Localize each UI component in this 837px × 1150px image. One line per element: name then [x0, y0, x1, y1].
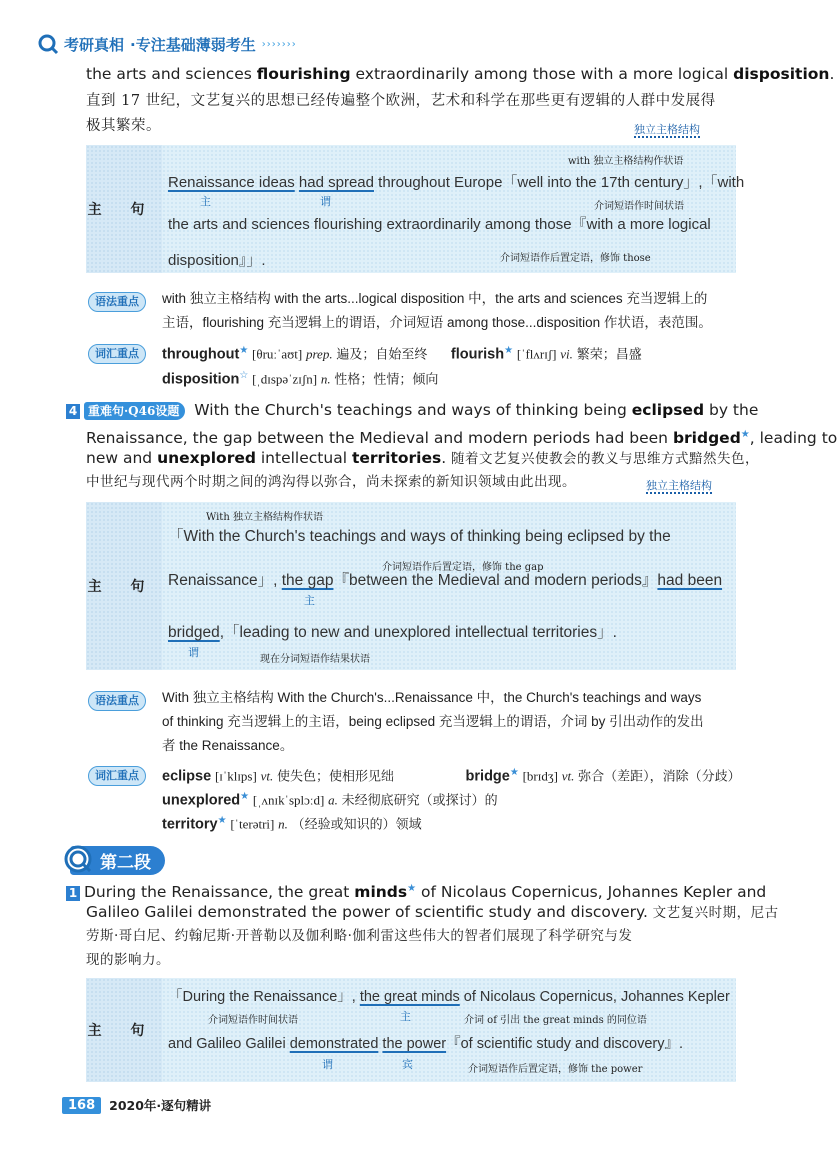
note-with: With 独立主格结构作状语 [206, 512, 323, 523]
structure-tag-text: 独立主格结构 [634, 123, 700, 136]
kw-disposition: disposition [733, 65, 830, 83]
structure-tag-text: 独立主格结构 [646, 479, 712, 492]
box1-line2: the arts and sciences flourishing extraordinarily among those『with a more logical [168, 216, 711, 233]
definition: 繁荣；昌盛 [576, 347, 642, 363]
object-phrase: the power [382, 1036, 447, 1052]
analysis-box-content [162, 145, 745, 273]
definition: （经验或知识的）领域 [291, 817, 422, 833]
predicate-phrase: bridged [168, 624, 220, 641]
vocab-word: bridge [465, 768, 510, 785]
note-attr: 介词短语作后置定语，修饰 the power [468, 1064, 643, 1075]
section-heading [64, 845, 165, 875]
part-of-speech: vi. [560, 346, 573, 362]
vocab-row-2 [162, 364, 438, 392]
predicate-phrase: had spread [298, 174, 374, 191]
vocab-word: disposition [162, 371, 240, 388]
s4-text: . [441, 449, 447, 467]
note-with: with 独立主格结构作状语 [568, 156, 684, 167]
s4-line3 [86, 446, 759, 472]
note-attr: 介词短语作后置定语，修饰 the gap [382, 562, 544, 573]
grammar-note-2b: of thinking 充当逻辑上的主语，being eclipsed 充当逻辑上的谓语，介词 by 引出动作的发出 [162, 714, 704, 729]
grammar-note-1a: with 独立主格结构 with the arts...logical disposition 中，the arts and sciences 充当逻辑上的 [162, 291, 708, 306]
badge-text: 词汇重点 [88, 344, 146, 364]
p1-text: . [829, 65, 835, 83]
vocab-badge-2 [88, 764, 146, 786]
main-clause-label: 主 句 [87, 202, 157, 218]
sentence-number: 1 [66, 886, 80, 901]
vocab-badge-1 [88, 342, 146, 364]
predicate-phrase: demonstrated [289, 1036, 379, 1052]
star-icon: ★ [239, 345, 249, 356]
brand-subtitle: ·专注基础薄弱考生 [130, 35, 256, 54]
vocab-word: eclipse [162, 768, 212, 785]
s1-text: of Nicolaus Copernicus, Johannes Kepler and [416, 883, 767, 902]
s1-zh-line2: 劳斯·哥白尼、约翰尼斯·开普勒以及伽利略·伽利雷这些伟大的智者们展现了科学研究与发 [86, 928, 633, 944]
sentence-number: 4 [66, 404, 80, 419]
kw-flourishing: flourishing [256, 65, 351, 83]
badge-text: 词汇重点 [88, 766, 146, 786]
box1-text: throughout Europe「well into the 17th century」,「with [373, 174, 745, 191]
phonetic: [ˌʌnɪkˈsplɔːd] [252, 792, 325, 808]
phonetic: [ˈflʌrɪʃ] [516, 346, 557, 362]
vocab-word: unexplored [162, 792, 241, 809]
badge-text: 语法重点 [88, 292, 146, 312]
vocab-row-1 [162, 339, 642, 367]
box2-line3 [168, 620, 617, 642]
grammar-badge-1 [88, 290, 146, 312]
definition: 弥合（差距），消除（分歧） [578, 769, 741, 785]
star-outline-icon: ☆ [239, 370, 249, 381]
definition: 遍及；自始至终 [336, 347, 428, 363]
s1-zh-line3: 现的影响力。 [86, 952, 170, 968]
subject-phrase: the great minds [359, 989, 460, 1005]
star-icon: ★ [407, 883, 417, 894]
kw-minds: minds [354, 883, 408, 902]
analysis-box-content [162, 978, 736, 1082]
magnifier-logo-icon [38, 34, 58, 54]
star-icon: ★ [217, 815, 227, 826]
s1-text: Galileo Galilei demonstrated the power of scientific study and discovery. [86, 903, 648, 921]
brand-title: 考研真相 [64, 35, 125, 54]
part-of-speech: vt. [260, 768, 274, 784]
structure-tag-2 [646, 474, 712, 493]
subject-phrase: Renaissance ideas [168, 174, 295, 191]
role-subject: 主 [400, 1010, 411, 1023]
role-predicate: 谓 [188, 646, 199, 659]
note-time: 介词短语作时间状语 [208, 1015, 298, 1026]
s1-zh-text: 文艺复兴时期，尼古 [647, 905, 779, 921]
s1-line2 [86, 900, 779, 926]
s4-text: With the Church's teachings and ways of thinking being [189, 401, 632, 419]
part-of-speech: prep. [305, 346, 333, 362]
vocab-word: flourish [450, 346, 505, 363]
s4-zh-line: 中世纪与现代两个时期之间的鸿沟得以弥合，尚未探索的新知识领域由此出现。 [86, 474, 576, 490]
role-predicate: 谓 [320, 195, 331, 208]
s4-text: new and [86, 449, 158, 467]
note-result: 现在分词短语作结果状语 [260, 654, 370, 665]
note-time: 介词短语作时间状语 [594, 201, 684, 212]
star-icon: ★ [509, 767, 519, 778]
p1-en-line [86, 62, 834, 87]
vocab-word: throughout [162, 346, 240, 363]
role-predicate: 谓 [322, 1058, 333, 1071]
kw-eclipsed: eclipsed [631, 401, 705, 419]
s4-text: by the [704, 401, 759, 419]
note-appos: 介词 of 引出 the great minds 的同位语 [464, 1015, 647, 1026]
box3-line1 [168, 985, 730, 1006]
phonetic: [ɪˈklɪps] [214, 768, 257, 784]
box1-line3: disposition』」. [168, 252, 266, 269]
p1-text: the arts and sciences [86, 65, 257, 83]
kw-bridged: bridged [672, 429, 741, 448]
definition: 未经彻底研究（或探讨）的 [341, 793, 498, 809]
magnifier-icon [64, 845, 94, 875]
analysis-box-content [162, 502, 736, 670]
part-of-speech: n. [320, 371, 331, 387]
vocab-row-5 [162, 809, 422, 837]
s4-text: Renaissance, the gap between the Medieval and modern periods had been [86, 429, 673, 448]
star-icon: ★ [740, 429, 750, 440]
key-sentence-tag [84, 402, 185, 420]
subject-phrase: the gap [281, 572, 334, 589]
structure-tag [634, 118, 700, 137]
s4-line1 [66, 398, 758, 423]
role-subject: 主 [304, 594, 315, 607]
phonetic: [brɪdʒ] [522, 768, 558, 784]
s4-zh-text: 随着文艺复兴使教会的教义与思维方式黯然失色， [446, 451, 759, 467]
book-title: 2020年·逐句精讲 [109, 1098, 212, 1113]
box3-text: and Galileo Galilei [168, 1036, 290, 1052]
part-of-speech: vt. [561, 768, 575, 784]
phonetic: [ˌdɪspəˈzɪʃn] [252, 371, 318, 387]
kw-unexplored: unexplored [157, 449, 256, 467]
analysis-box-3 [86, 978, 736, 1082]
badge-text: 语法重点 [88, 691, 146, 711]
grammar-note-1b: 主语，flourishing 充当逻辑上的谓语，介词短语 among those...disposition 作状语，表范围。 [162, 315, 712, 330]
role-subject: 主 [200, 195, 211, 208]
s4-text: intellectual [255, 449, 352, 467]
s4-text: , leading to [749, 429, 837, 448]
box2-text: ,「leading to new and unexplored intellectual territories」. [219, 624, 617, 641]
box2-text: 『between the Medieval and modern periods』 [333, 572, 658, 589]
note-attr: 介词短语作后置定语，修饰 those [500, 253, 651, 264]
box1-line1 [168, 171, 744, 192]
box2-line2 [168, 568, 722, 590]
part-of-speech: n. [278, 816, 288, 832]
p1-zh-line1: 直到 17 世纪，文艺复兴的思想已经传遍整个欧洲，艺术和科学在那些更有逻辑的人群中发展得 [86, 93, 716, 109]
box3-text: 『of scientific study and discovery』. [446, 1036, 684, 1052]
box2-text: Renaissance」, [168, 572, 282, 589]
main-clause-label: 主 句 [87, 579, 157, 595]
vocab-word: territory [162, 816, 218, 833]
analysis-box-2 [86, 502, 736, 670]
phonetic: [θruːˈaʊt] [252, 346, 303, 362]
s1-text: During the Renaissance, the great [84, 883, 355, 902]
grammar-note-2a: With 独立主格结构 With the Church's...Renaissance 中，the Church's teachings and ways [162, 690, 702, 705]
analysis-box-1 [86, 145, 745, 273]
kw-territories: territories [351, 449, 442, 467]
role-object: 宾 [402, 1058, 413, 1071]
box3-text: of Nicolaus Copernicus, Johannes Kepler [459, 989, 730, 1005]
box3-text: 「During the Renaissance」, [168, 989, 360, 1005]
phonetic: [ˈterətri] [230, 816, 275, 832]
p1-text: extraordinarily among those with a more logical [350, 65, 734, 83]
box3-line2 [168, 1032, 683, 1053]
part-of-speech: a. [328, 792, 338, 808]
star-icon: ★ [240, 791, 250, 802]
star-icon: ★ [504, 345, 514, 356]
grammar-badge-2 [88, 689, 146, 711]
arrows-decoration-icon: ››››››› [261, 38, 297, 50]
main-clause-label: 主 句 [87, 1023, 157, 1039]
p1-zh-line2: 极其繁荣。 [86, 118, 161, 134]
page-footer [62, 1096, 211, 1114]
box2-line1: 「With the Church's teachings and ways of thinking being eclipsed by the [168, 528, 671, 545]
key-sentence-tag-text: 重难句·Q46设题 [88, 404, 180, 418]
page-number: 168 [62, 1097, 101, 1114]
page-header [38, 32, 297, 56]
predicate-phrase: had been [657, 572, 723, 589]
section-title: 第二段 [70, 846, 165, 875]
definition: 使失色；使相形见绌 [277, 769, 395, 785]
definition: 性格；性情；倾向 [334, 372, 439, 388]
grammar-note-2c: 者 the Renaissance。 [162, 738, 294, 753]
